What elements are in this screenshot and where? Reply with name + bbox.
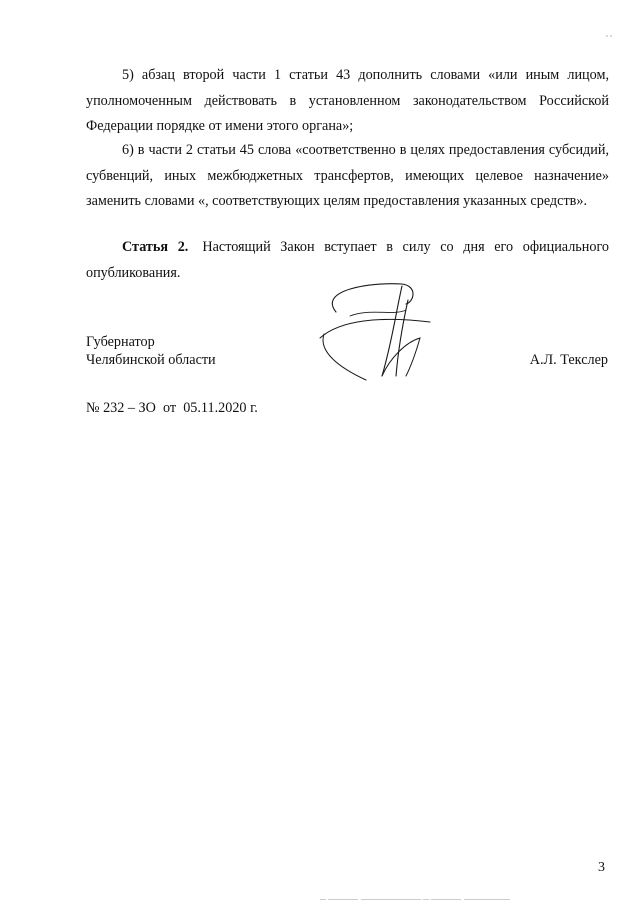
signer-position-line1: Губернатор bbox=[86, 334, 155, 350]
scan-speck bbox=[605, 34, 613, 38]
law-number-and-date: № 232 – ЗО от 05.11.2020 г. bbox=[86, 400, 258, 416]
amendment-item-5-text: 5) абзац второй части 1 статьи 43 дополнить словами «или иным лицом, уполномоченным действовать в установленном законодательством Российской Федерации порядке от имени этого органа»; bbox=[86, 67, 609, 134]
amendment-item-6 bbox=[86, 138, 609, 215]
page-number: 3 bbox=[598, 860, 605, 875]
signer-position bbox=[86, 333, 216, 369]
handwritten-signature bbox=[310, 272, 440, 387]
scan-edge-line bbox=[320, 898, 510, 901]
signer-position-line2: Челябинской области bbox=[86, 352, 216, 368]
article-2-label: Статья 2. bbox=[122, 239, 189, 255]
amendment-item-6-text: 6) в части 2 статьи 45 слова «соответственно в целях предоставления субсидий, субвенций, иных межбюджетных трансфертов, имеющих целевое назначение» заменить словами «, соответствующих целям предоставления указанных средств». bbox=[86, 142, 609, 209]
amendment-item-5 bbox=[86, 63, 609, 140]
signer-name: А.Л. Текслер bbox=[529, 352, 608, 368]
article-2-text: Настоящий Закон вступает в силу со дня его официального опубликования. bbox=[86, 239, 610, 281]
